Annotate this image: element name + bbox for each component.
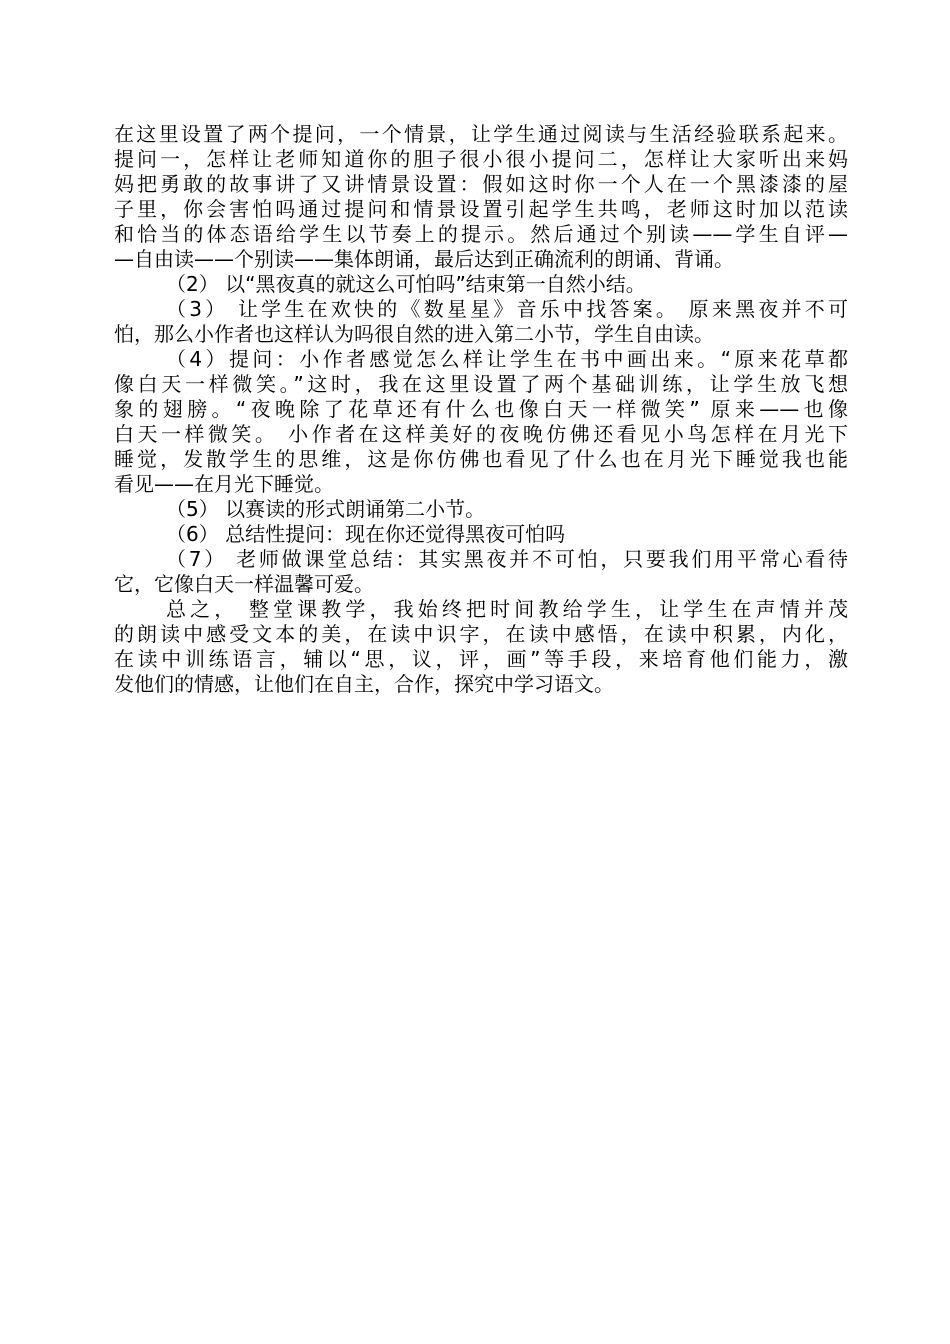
text-line: （4）提问：小作者感觉怎么样让学生在书中画出来。“原来花草都 <box>166 347 848 371</box>
text-line: （2） 以“黑夜真的就这么可怕吗”结束第一自然小结。 <box>166 272 646 296</box>
text-line: 在读中训练语言，辅以“思，议，评，画”等手段，来培育他们能力，激 <box>114 647 848 671</box>
text-line: 提问一，怎样让老师知道你的胆子很小很小提问二，怎样让大家听出来妈 <box>114 147 848 171</box>
text-line: 和恰当的体态语给学生以节奏上的提示。然后通过个别读——学生自评— <box>114 222 848 246</box>
text-line: （5） 以赛读的形式朗诵第二小节。 <box>166 497 486 521</box>
text-line: 在这里设置了两个提问，一个情景，让学生通过阅读与生活经验联系起来。 <box>114 122 848 146</box>
text-line: 像白天一样微笑。”这时，我在这里设置了两个基础训练，让学生放飞想 <box>114 372 848 396</box>
text-line: （7） 老师做课堂总结：其实黑夜并不可怕，只要我们用平常心看待 <box>166 547 848 571</box>
document-body <box>114 122 848 697</box>
text-line: 看见——在月光下睡觉。 <box>114 472 334 496</box>
text-line: 子里，你会害怕吗通过提问和情景设置引起学生共鸣，老师这时加以范读 <box>114 197 848 221</box>
text-line: 它，它像白天一样温馨可爱。 <box>114 572 374 596</box>
text-line: 发他们的情感，让他们在自主，合作，探究中学习语文。 <box>114 672 614 696</box>
text-line: —自由读——个别读——集体朗诵，最后达到正确流利的朗诵、背诵。 <box>114 247 734 271</box>
text-line: （6） 总结性提问：现在你还觉得黑夜可怕吗 <box>166 522 566 546</box>
text-line: 怕，那么小作者也这样认为吗很自然的进入第二小节，学生自由读。 <box>114 322 714 346</box>
text-line: 总之， 整堂课教学，我始终把时间教给学生，让学生在声情并茂 <box>166 597 848 621</box>
text-line: 白天一样微笑。 小作者在这样美好的夜晚仿佛还看见小鸟怎样在月光下 <box>114 422 848 446</box>
text-line: 的朗读中感受文本的美，在读中识字，在读中感悟，在读中积累，内化， <box>114 622 848 646</box>
text-line: （3） 让学生在欢快的《数星星》音乐中找答案。 原来黑夜并不可 <box>166 297 848 321</box>
text-line: 睡觉，发散学生的思维，这是你仿佛也看见了什么也在月光下睡觉我也能 <box>114 447 848 471</box>
text-line: 象的翅膀。“夜晚除了花草还有什么也像白天一样微笑” 原来——也像 <box>114 397 848 421</box>
text-line: 妈把勇敢的故事讲了又讲情景设置：假如这时你一个人在一个黑漆漆的屋 <box>114 172 848 196</box>
